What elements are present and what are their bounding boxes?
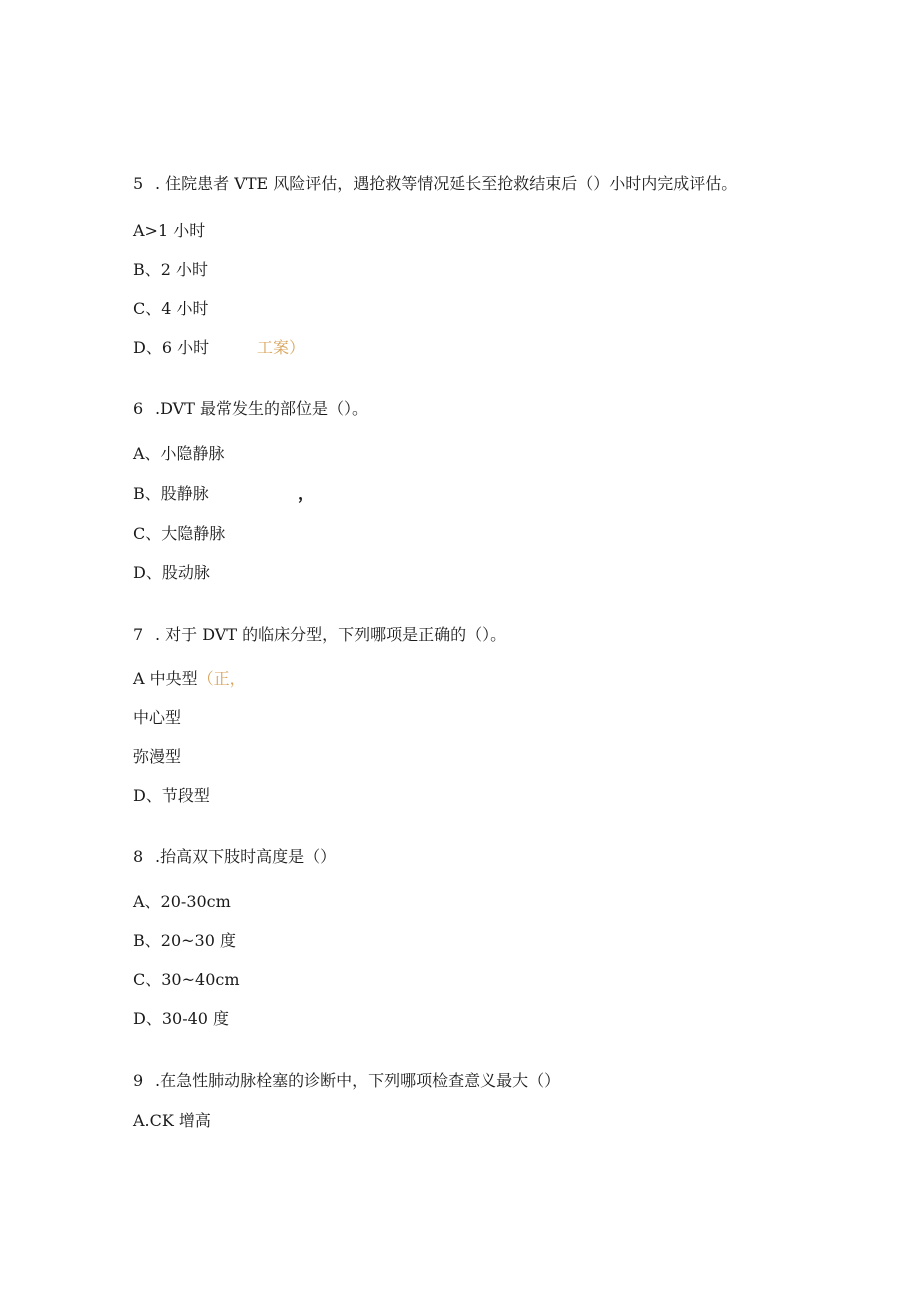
question-5-stem [133,174,737,194]
option-8b: B、20~30 度 [133,931,236,950]
question-number: 5 [133,174,144,193]
question-number: 6 [133,399,144,418]
question-number: 8 [133,847,144,866]
option-9a: A.CK 增高 [133,1111,211,1130]
question-text: .在急性肺动脉栓塞的诊断中，下列哪项检查意义最大（） [155,1071,561,1090]
question-text: .抬高双下肢时高度是（） [155,847,337,866]
answer-annotation: （正， [197,669,246,688]
option-7a [133,669,246,689]
option-7d: D、节段型 [133,786,210,805]
option-5b: B、2 小时 [133,260,209,279]
question-text: . 对于 DVT 的临床分型，下列哪项是正确的（）。 [155,625,507,644]
question-7-stem [133,625,506,645]
option-7b: 中心型 [133,708,182,727]
option-5c: C、4 小时 [133,299,209,318]
option-6a: A、小隐静脉 [133,444,225,463]
option-6c: C、大隐静脉 [133,524,226,543]
option-6d: D、股动脉 [133,563,210,582]
option-8d: D、30-40 度 [133,1009,230,1028]
option-5d: D、6 小时 [133,338,210,357]
question-8-stem [133,847,336,867]
answer-annotation: 工案） [257,338,306,357]
question-6-stem [133,399,368,419]
question-text: . 住院患者 VTE 风险评估，遇抢救等情况延长至抢救结束后（）小时内完成评估。 [155,174,738,193]
question-text: .DVT 最常发生的部位是（）。 [155,399,368,418]
option-8a: A、20-30cm [133,892,231,911]
option-text: A 中央型 [133,669,198,688]
question-number: 9 [133,1071,144,1090]
stray-comma-mark: ， [298,484,315,503]
option-8c: C、30~40cm [133,970,240,989]
option-7c: 弥漫型 [133,747,182,766]
option-5a: A>1 小时 [133,221,206,240]
question-9-stem [133,1071,560,1091]
option-6b: B、股静脉 [133,484,209,503]
question-number: 7 [133,625,144,644]
